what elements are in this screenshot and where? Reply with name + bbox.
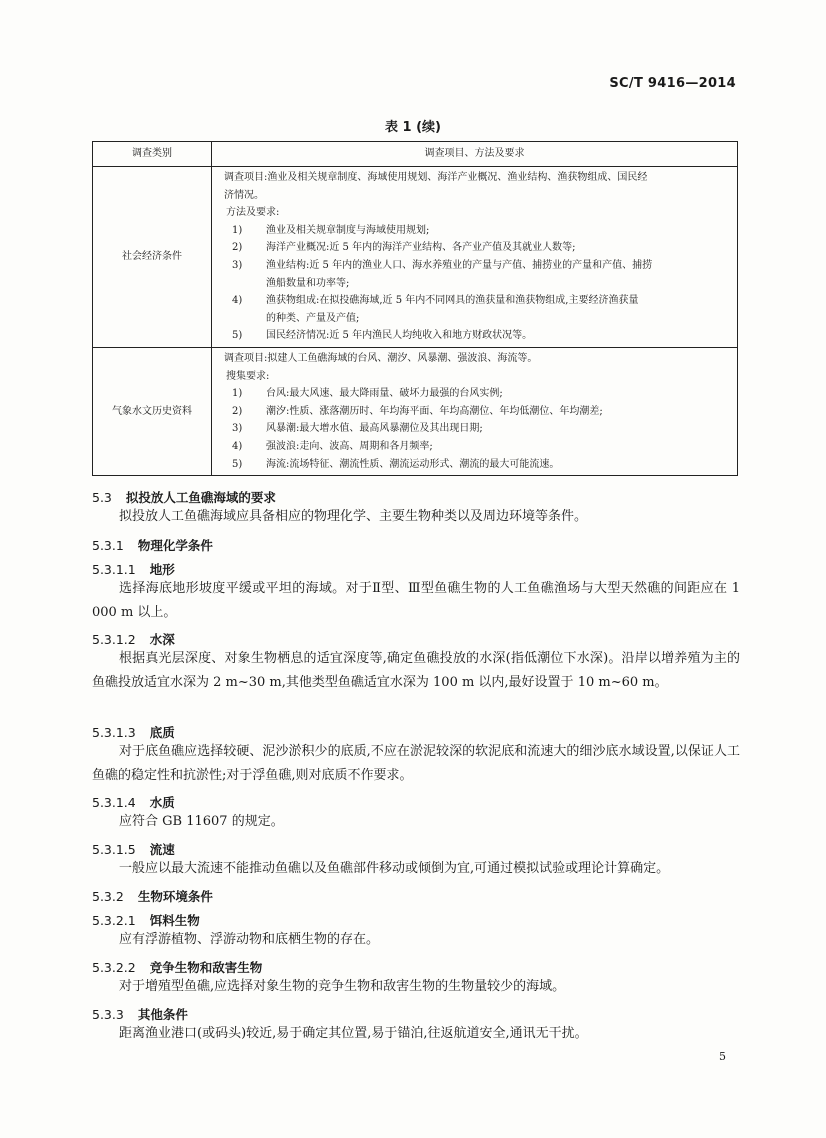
list-item — [224, 456, 729, 474]
section-number: 5.3.1.2 — [92, 632, 136, 647]
section-heading — [92, 958, 262, 976]
survey-table — [92, 141, 738, 476]
list-item — [224, 292, 729, 327]
list-item — [224, 327, 729, 345]
item-text: 渔业及相关规章制度与海域使用规划; — [266, 224, 430, 236]
paragraph: 对于底鱼礁应选择较硬、泥沙淤积少的底质,不应在淤泥较深的软泥底和流速大的细沙底水域设置,以保证人工鱼礁的稳定性和抗淤性;对于浮鱼礁,则对底质不作要求。 — [92, 744, 740, 783]
table-header-row — [93, 142, 738, 167]
list-item — [224, 239, 729, 257]
section-title: 生物环境条件 — [137, 889, 213, 904]
paragraph: 根据真光层深度、对象生物栖息的适宜深度等,确定鱼礁投放的水深(指低潮位下水深)。沿岸以增养殖为主的鱼礁投放适宜水深为 2 m~30 m,其他类型鱼礁适宜水深为 100 m 以内,最好设置于 10 m~60 m。 — [92, 651, 740, 690]
section-heading — [92, 840, 175, 858]
section-heading — [92, 1005, 188, 1023]
item-text — [266, 292, 729, 327]
header-items: 调查项目、方法及要求 — [212, 142, 738, 167]
row-content — [212, 347, 738, 475]
section-number: 5.3.2.2 — [92, 960, 136, 975]
paragraph: 应符合 GB 11607 的规定。 — [119, 814, 284, 829]
section-title: 流速 — [149, 842, 175, 857]
section-title: 其他条件 — [137, 1007, 188, 1022]
list-item — [224, 438, 729, 456]
item-text: 风暴潮:最大增水值、最高风暴潮位及其出现日期; — [266, 423, 483, 435]
section-number: 5.3 — [92, 490, 112, 505]
item-text — [266, 257, 729, 292]
item-number: 4) — [232, 295, 243, 307]
item-text: 强波浪:走向、波高、周期和各月频率; — [266, 440, 433, 452]
item-number: 4) — [232, 440, 243, 452]
page-number: 5 — [719, 1050, 726, 1063]
item-text: 海洋产业概况:近 5 年内的海洋产业结构、各产业产值及其就业人数等; — [266, 242, 576, 254]
section-heading — [92, 723, 175, 741]
row-text-line: 方法及要求: — [226, 207, 280, 219]
item-number: 2) — [232, 405, 243, 417]
section-title: 水质 — [149, 795, 175, 810]
item-number: 3) — [232, 423, 243, 435]
row-category: 社会经济条件 — [93, 167, 212, 348]
table-caption: 表 1 (续) — [385, 120, 441, 135]
section-title: 底质 — [149, 725, 175, 740]
row-content — [212, 167, 738, 348]
section-title: 地形 — [149, 562, 175, 577]
section-number: 5.3.1.4 — [92, 795, 136, 810]
section-title: 饵料生物 — [149, 913, 200, 928]
document-code: SC/T 9416—2014 — [609, 76, 736, 91]
list-item — [224, 222, 729, 240]
row-text-line: 搜集要求: — [226, 370, 270, 382]
item-text: 国民经济情况:近 5 年内渔民人均纯收入和地方财政状况等。 — [266, 330, 533, 342]
row-text-line: 调查项目:渔业及相关规章制度、海域使用规划、海洋产业概况、渔业结构、渔获物组成、国民经 — [224, 172, 648, 183]
list-item — [224, 403, 729, 421]
paragraph: 拟投放人工鱼礁海域应具备相应的物理化学、主要生物种类以及周边环境等条件。 — [119, 509, 588, 524]
item-number: 3) — [232, 259, 243, 271]
item-text-line: 渔业结构:近 5 年内的渔业人口、海水养殖业的产量与产值、捕捞业的产量和产值、捕捞 — [266, 259, 653, 271]
section-heading — [92, 793, 175, 811]
section-title: 水深 — [149, 632, 175, 647]
item-number: 5) — [232, 330, 243, 342]
list-item — [224, 385, 729, 403]
section-heading — [92, 560, 175, 578]
section-heading — [92, 630, 175, 648]
section-title: 拟投放人工鱼礁海域的要求 — [125, 490, 276, 505]
section-heading — [92, 911, 200, 929]
item-number: 1) — [232, 388, 243, 400]
section-heading — [92, 488, 276, 506]
item-text: 海流:流场特征、潮流性质、潮流运动形式、潮流的最大可能流速。 — [266, 458, 560, 470]
paragraph: 一般应以最大流速不能推动鱼礁以及鱼礁部件移动或倾倒为宜,可通过模拟试验或理论计算确定。 — [119, 861, 670, 876]
item-text-line: 的种类、产量及产值; — [266, 312, 360, 324]
list-item — [224, 420, 729, 438]
section-number: 5.3.1.5 — [92, 842, 136, 857]
item-text: 潮汐:性质、涨落潮历时、年均海平面、年均高潮位、年均低潮位、年均潮差; — [266, 405, 603, 417]
section-number: 5.3.2 — [92, 889, 124, 904]
section-title: 物理化学条件 — [137, 538, 213, 553]
row-category: 气象水文历史资料 — [93, 347, 212, 475]
header-category: 调查类别 — [93, 142, 212, 167]
section-heading — [92, 536, 213, 554]
item-number: 2) — [232, 242, 243, 254]
section-number: 5.3.2.1 — [92, 913, 136, 928]
paragraph: 距离渔业港口(或码头)较近,易于确定其位置,易于锚泊,往返航道安全,通讯无干扰。 — [119, 1026, 588, 1041]
section-number: 5.3.1.1 — [92, 562, 136, 577]
item-number: 5) — [232, 458, 243, 470]
item-text-line: 渔获物组成:在拟投礁海域,近 5 年内不同网具的渔获量和渔获物组成,主要经济渔获量 — [266, 295, 639, 307]
table-row — [93, 347, 738, 475]
paragraph: 对于增殖型鱼礁,应选择对象生物的竞争生物和敌害生物的生物量较少的海域。 — [119, 979, 566, 994]
paragraph: 应有浮游植物、浮游动物和底栖生物的存在。 — [119, 932, 380, 947]
list-item — [224, 257, 729, 292]
row-text-line: 调查项目:拟建人工鱼礁海域的台风、潮汐、风暴潮、强波浪、海流等。 — [224, 352, 538, 364]
section-number: 5.3.1 — [92, 538, 124, 553]
table-row — [93, 167, 738, 348]
paragraph: 选择海底地形坡度平缓或平坦的海域。对于Ⅱ型、Ⅲ型鱼礁生物的人工鱼礁渔场与大型天然礁的间距应在 1 000 m 以上。 — [92, 581, 740, 620]
item-text: 台风:最大风速、最大降雨量、破坏力最强的台风实例; — [266, 388, 503, 400]
section-number: 5.3.3 — [92, 1007, 124, 1022]
item-number: 1) — [232, 224, 243, 236]
section-title: 竞争生物和敌害生物 — [149, 960, 263, 975]
row-text-line: 济情况。 — [224, 189, 264, 201]
item-text-line: 渔船数量和功率等; — [266, 277, 350, 289]
section-number: 5.3.1.3 — [92, 725, 136, 740]
section-heading — [92, 887, 213, 905]
